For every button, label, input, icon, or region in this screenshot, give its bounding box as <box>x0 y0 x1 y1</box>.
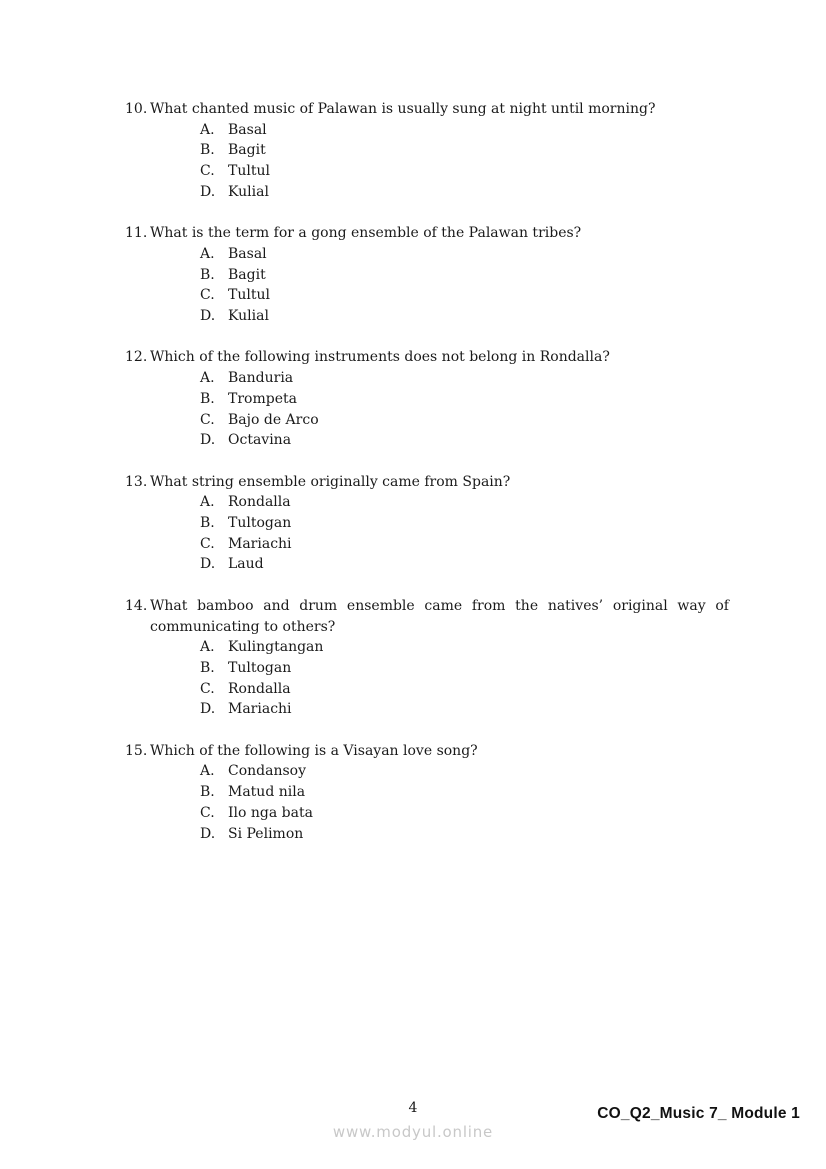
option-letter: C. <box>200 804 215 821</box>
option-list <box>200 492 729 575</box>
question-block <box>125 347 729 451</box>
option-row <box>200 637 729 658</box>
option-text: Matud nila <box>228 784 306 801</box>
option-letter: D. <box>200 183 216 200</box>
question-text-body: What chanted music of Palawan is usually sung at night until morning? <box>150 101 656 117</box>
question-block <box>125 741 729 845</box>
option-letter: C. <box>200 680 215 697</box>
option-row <box>200 803 729 824</box>
option-letter: B. <box>200 659 215 676</box>
option-text: Bagit <box>228 142 266 159</box>
question-text <box>125 347 729 368</box>
option-text: Trompeta <box>228 390 297 407</box>
question-text-body: What bamboo and drum ensemble came from the natives’ original way of communicating to others? <box>150 597 729 635</box>
option-letter: A. <box>200 245 215 262</box>
option-letter: B. <box>200 266 215 283</box>
option-row <box>200 554 729 575</box>
option-row <box>200 430 729 451</box>
option-text: Kulial <box>228 308 269 325</box>
option-letter: A. <box>200 121 215 138</box>
question-number: 10. <box>125 101 148 117</box>
option-text: Ilo nga bata <box>228 804 313 821</box>
option-letter: B. <box>200 515 215 532</box>
option-letter: D. <box>200 701 216 718</box>
module-footer-label: CO_Q2_Music 7_ Module 1 <box>597 1105 800 1122</box>
option-letter: A. <box>200 763 215 780</box>
option-row <box>200 658 729 679</box>
option-letter: D. <box>200 825 216 842</box>
option-row <box>200 161 729 182</box>
option-letter: C. <box>200 287 215 304</box>
question-text-body: What string ensemble originally came from Spain? <box>150 473 511 490</box>
option-letter: C. <box>200 535 215 552</box>
option-text: Rondalla <box>228 680 291 697</box>
option-text: Mariachi <box>228 535 292 552</box>
option-list <box>200 368 729 451</box>
option-letter: B. <box>200 142 215 159</box>
option-row <box>200 389 729 410</box>
option-letter: D. <box>200 556 216 573</box>
option-row <box>200 513 729 534</box>
question-block <box>125 223 729 327</box>
option-letter: B. <box>200 784 215 801</box>
option-list <box>200 120 729 203</box>
option-text: Tultul <box>228 287 270 304</box>
option-row <box>200 534 729 555</box>
question-text <box>125 223 729 244</box>
option-row <box>200 265 729 286</box>
option-row <box>200 306 729 327</box>
option-list <box>200 761 729 844</box>
option-row <box>200 244 729 265</box>
option-text: Tultogan <box>228 515 292 532</box>
option-row <box>200 410 729 431</box>
question-block <box>125 99 729 203</box>
option-row <box>200 368 729 389</box>
option-row <box>200 782 729 803</box>
option-text: Kulial <box>228 183 269 200</box>
question-block <box>125 596 729 720</box>
option-row <box>200 824 729 845</box>
page-number: 4 <box>408 1100 418 1116</box>
question-number: 13. <box>125 473 148 490</box>
option-text: Bajo de Arco <box>228 411 319 428</box>
option-letter: D. <box>200 432 216 449</box>
question-text-body: What is the term for a gong ensemble of the Palawan tribes? <box>150 225 582 242</box>
question-list <box>125 99 729 865</box>
option-text: Tultul <box>228 163 270 180</box>
option-text: Bagit <box>228 266 266 283</box>
option-letter: B. <box>200 390 215 407</box>
question-text-body: Which of the following is a Visayan love song? <box>150 742 478 759</box>
option-row <box>200 699 729 720</box>
question-text <box>125 472 729 493</box>
option-row <box>200 285 729 306</box>
option-text: Basal <box>228 121 267 138</box>
option-text: Banduria <box>228 370 294 387</box>
option-letter: A. <box>200 494 215 511</box>
question-number: 11. <box>125 225 148 242</box>
option-row <box>200 182 729 203</box>
option-text: Rondalla <box>228 494 291 511</box>
option-text: Tultogan <box>228 659 292 676</box>
option-letter: A. <box>200 639 215 656</box>
option-letter: C. <box>200 163 215 180</box>
question-text-body: Which of the following instruments does not belong in Rondalla? <box>150 349 610 366</box>
option-row <box>200 492 729 513</box>
question-block <box>125 472 729 576</box>
option-letter: D. <box>200 308 216 325</box>
option-row <box>200 679 729 700</box>
option-row <box>200 120 729 141</box>
option-letter: A. <box>200 370 215 387</box>
option-text: Mariachi <box>228 701 292 718</box>
option-list <box>200 244 729 327</box>
option-text: Condansoy <box>228 763 307 780</box>
question-text <box>125 741 729 762</box>
option-text: Laud <box>228 556 264 573</box>
option-letter: C. <box>200 411 215 428</box>
option-row <box>200 140 729 161</box>
option-text: Si Pelimon <box>228 825 304 842</box>
option-list <box>200 637 729 720</box>
question-number: 12. <box>125 349 148 366</box>
question-number: 14. <box>125 597 148 614</box>
watermark-text: www.modyul.online <box>332 1123 494 1141</box>
option-text: Octavina <box>228 432 292 449</box>
question-text <box>125 99 729 120</box>
option-text: Basal <box>228 245 267 262</box>
question-text <box>125 596 729 637</box>
option-row <box>200 761 729 782</box>
question-number: 15. <box>125 742 148 759</box>
option-text: Kulingtangan <box>228 639 324 656</box>
